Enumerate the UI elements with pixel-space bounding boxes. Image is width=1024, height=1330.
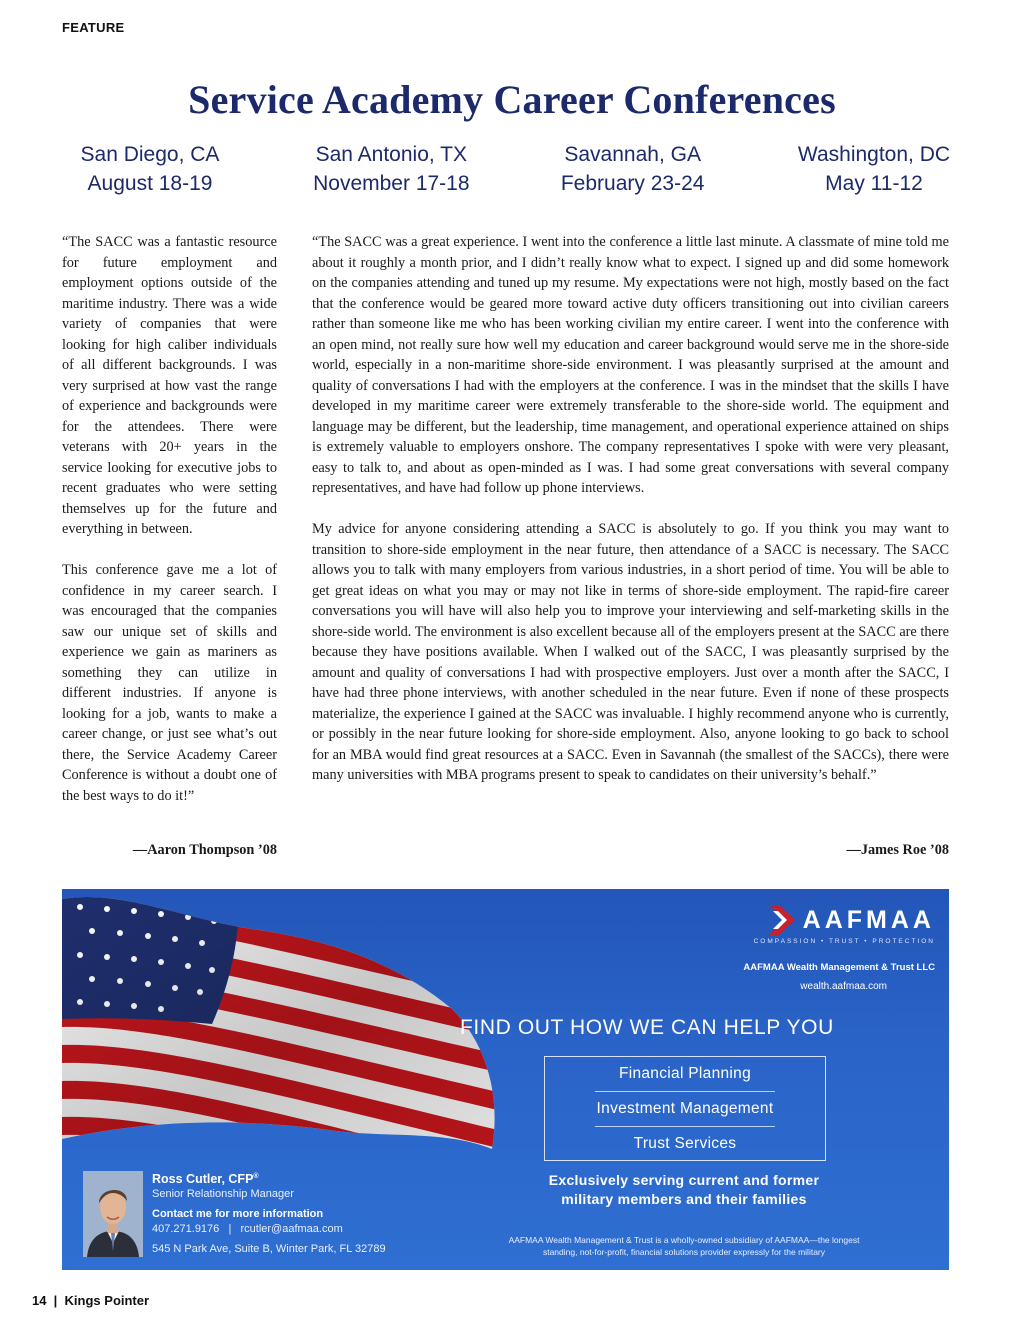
event-item xyxy=(281,140,501,198)
service-item: Financial Planning xyxy=(618,1065,752,1082)
ad-tagline-line: military members and their families xyxy=(561,1191,807,1207)
event-dates: February 23-24 xyxy=(560,172,705,195)
ad-website-link[interactable]: wealth.aafmaa.com xyxy=(800,981,887,992)
testimonial-paragraph: This conference gave me a lot of confidence in my career search. I was encouraged that the companies saw our unique set of skills and experience we gain as mariners as something they can utilize in different industries. If anyone is looking for a job, wants to make a career change, or just see what’s out there, the Service Academy Career Conference is without a doubt one of the best ways to do it!” xyxy=(62,562,277,804)
advisor-contact xyxy=(152,1169,482,1257)
testimonial-paragraph: “The SACC was a fantastic resource for future employment and employment options outside of the maritime industry. There was a wide variety of companies that were looking for high caliber individuals of all different backgrounds. I was very surprised at how vast the range of experience and backgrounds were for the attendees. There were veterans with 20+ years in the service looking for executive jobs to recent graduates who were setting themselves up for the future and everything in between. xyxy=(62,234,277,537)
logo-wordmark: AAFMAA xyxy=(802,905,935,934)
testimonial-paragraph: My advice for anyone considering attending a SACC is absolutely to go. If you think you may want to transition to shore-side employment in the near future, then attendance of a SACC is necessary. The SACC allows you to talk with many employers from various industries, in a short period of time. You will be able to get great ideas on what you may or may not like in terms of shore-side employment. The rapid-fire career conversations you will have will also help you to improve your interviewing and self-marketing skills in the shore-side world. The environment is also excellent because all of the employers present at the SACC are there because they have positions available. When I walked out of the SACC, I was pleasantly surprised by the amount and quality of conversations I had with prospective employers. Just over a month after the SACC, I have had three phone interviews, with another scheduled in the near future. Even if none of these prospects materialize, the experience I gained at the SACC was invaluable. I highly recommend anyone who is currently, or possibly in the near future looking for shore-side employment. Also, anyone looking to go back to school for an MBA would find great resources at a SACC. Even in Savannah (the smallest of the SACCs), there were many universities with MBA programs present to speak to candidates on their university’s behalf.” xyxy=(312,521,949,783)
ad-headline: FIND OUT HOW WE CAN HELP YOU xyxy=(460,1016,834,1039)
aafmaa-emblem-icon xyxy=(767,903,797,937)
testimonial-right xyxy=(312,232,949,806)
fine-print-line: AAFMAA Wealth Management & Trust is a wholly-owned subsidiary of AAFMAA—the longest xyxy=(508,1235,860,1245)
event-city: San Antonio, TX xyxy=(315,143,468,166)
event-item xyxy=(764,140,984,198)
event-dates: May 11-12 xyxy=(825,172,923,195)
testimonial-left xyxy=(62,232,277,827)
event-city: Washington, DC xyxy=(797,143,951,166)
fine-print-line: standing, not-for-profit, financial solutions provider expressly for the military xyxy=(542,1247,826,1257)
contact-cta: Contact me for more information xyxy=(152,1208,324,1221)
ad-tagline xyxy=(494,1171,874,1209)
event-list xyxy=(40,140,984,198)
testimonial-paragraph: “The SACC was a great experience. I went into the conference a little last minute. A classmate of mine told me about it roughly a month prior, and I didn’t really know what to expect. I signed up and did some homework on the companies attending and tuned up my resume. My expectations were not high, mostly based on the fact that the conference would be geared more toward active duty officers transitioning out into civilian careers rather than someone like me who has been working civilian my entire career. I went into the conference with an open mind, not really sure how well my education and career background would serve me in the shore-side world, especially in a non-maritime shore-side environment. I was pleasantly surprised at the amount and quality of conversations I had with the employers at the conference. I was in the mindset that the skills I have developed in my maritime career were extremely transferable to the shore-side world. The equipment and language may be different, but the leadership, time management, and operational experience attained on ships is extremely valuable to employers onshore. The company representatives I spoke with were very pleasant, easy to talk to, and about as open-minded as I was. I had some great conversations with several company representatives, and have had follow up phone interviews. xyxy=(312,234,949,496)
testimonial-signature: —Aaron Thompson ’08 xyxy=(132,842,277,858)
advisor-photo xyxy=(83,1171,143,1257)
testimonial-signature: —James Roe ’08 xyxy=(846,842,949,858)
advisor-phone-email[interactable]: 407.271.9176 | rcutler@aafmaa.com xyxy=(152,1223,343,1236)
advisor-portrait-icon xyxy=(83,1171,143,1257)
page-title: Service Academy Career Conferences xyxy=(188,77,836,122)
advisor-address: 545 N Park Ave, Suite B, Winter Park, FL 32789 xyxy=(152,1243,386,1256)
service-item: Investment Management xyxy=(596,1100,774,1117)
event-dates: November 17-18 xyxy=(313,172,470,195)
aafmaa-logo[interactable] xyxy=(735,903,935,945)
advisor-role: Senior Relationship Manager xyxy=(152,1188,294,1201)
event-dates: August 18-19 xyxy=(87,172,213,195)
event-item xyxy=(40,140,260,198)
event-city: San Diego, CA xyxy=(80,143,220,166)
event-item xyxy=(523,140,743,198)
logo-tagline: COMPASSION • TRUST • PROTECTION xyxy=(753,938,935,945)
page-footer: 14 | Kings Pointer xyxy=(32,1293,150,1308)
services-box xyxy=(544,1056,826,1161)
ad-tagline-line: Exclusively serving current and former xyxy=(548,1172,820,1188)
event-city: Savannah, GA xyxy=(564,143,701,166)
advertisement[interactable] xyxy=(62,889,949,1270)
ad-fine-print xyxy=(474,1234,894,1258)
section-label: FEATURE xyxy=(62,20,125,35)
service-item: Trust Services xyxy=(633,1135,737,1152)
ad-company-name: AAFMAA Wealth Management & Trust LLC xyxy=(743,962,935,973)
advisor-name: Ross Cutler, CFP® xyxy=(152,1172,259,1187)
